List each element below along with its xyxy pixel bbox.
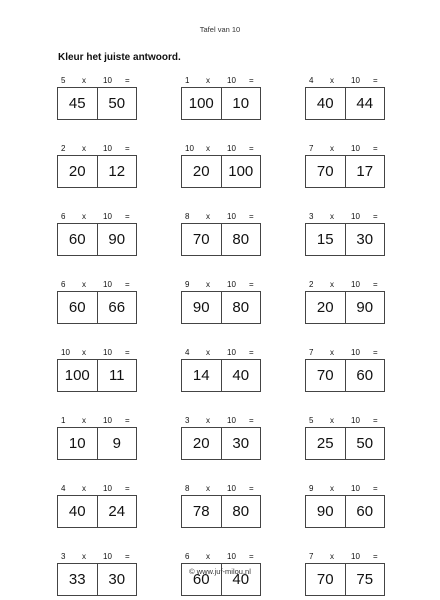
equals-symbol: = (249, 416, 254, 425)
equals-symbol: = (249, 348, 254, 357)
times-symbol: x (82, 348, 86, 357)
answer-box (57, 155, 137, 188)
multiplicand: 1 (185, 76, 190, 85)
exercise-equation (305, 548, 385, 561)
exercise-equation (57, 276, 137, 289)
multiplicand: 10 (61, 348, 70, 357)
answer-option[interactable]: 50 (345, 428, 385, 459)
exercise-card (57, 140, 137, 188)
multiplier: 10 (227, 484, 236, 493)
page-title: Tafel van 10 (199, 25, 241, 34)
times-symbol: x (330, 416, 334, 425)
exercise-card (181, 480, 261, 528)
equals-symbol: = (125, 144, 130, 153)
equals-symbol: = (373, 212, 378, 221)
answer-box (305, 223, 385, 256)
answer-option[interactable]: 9 (97, 428, 137, 459)
answer-box (305, 495, 385, 528)
answer-option[interactable]: 60 (192, 571, 210, 588)
answer-option[interactable]: 20 (192, 435, 210, 452)
times-symbol: x (206, 76, 210, 85)
multiplier: 10 (103, 416, 112, 425)
exercise-card (305, 412, 385, 460)
multiplier: 10 (351, 212, 360, 221)
answer-option[interactable]: 100 (221, 156, 261, 187)
equals-symbol: = (249, 76, 254, 85)
exercise-card (305, 72, 385, 120)
answer-option[interactable]: 90 (345, 292, 385, 323)
exercise-equation (57, 344, 137, 357)
multiplier: 10 (103, 484, 112, 493)
answer-option[interactable]: 30 (97, 564, 137, 595)
times-symbol: x (330, 280, 334, 289)
multiplicand: 6 (61, 280, 66, 289)
equals-symbol: = (373, 144, 378, 153)
exercise-card (57, 344, 137, 392)
answer-option[interactable]: 60 (345, 360, 385, 391)
answer-box (57, 223, 137, 256)
exercise-equation (305, 480, 385, 493)
multiplicand: 4 (61, 484, 66, 493)
answer-option[interactable]: 60 (68, 299, 86, 316)
equals-symbol: = (373, 416, 378, 425)
times-symbol: x (206, 212, 210, 221)
times-symbol: x (206, 144, 210, 153)
equals-symbol: = (125, 76, 130, 85)
multiplier: 10 (227, 76, 236, 85)
answer-option[interactable]: 17 (345, 156, 385, 187)
multiplicand: 2 (309, 280, 314, 289)
answer-box (305, 155, 385, 188)
times-symbol: x (330, 144, 334, 153)
multiplicand: 5 (309, 416, 314, 425)
multiplier: 10 (103, 348, 112, 357)
multiplier: 10 (227, 280, 236, 289)
exercise-equation (305, 140, 385, 153)
exercise-card (181, 412, 261, 460)
multiplier: 10 (351, 552, 360, 561)
exercise-card (305, 480, 385, 528)
answer-box (305, 291, 385, 324)
answer-option[interactable]: 70 (316, 367, 334, 384)
answer-box (57, 427, 137, 460)
times-symbol: x (82, 484, 86, 493)
times-symbol: x (82, 144, 86, 153)
answer-option[interactable]: 12 (97, 156, 137, 187)
equals-symbol: = (125, 212, 130, 221)
exercise-equation (57, 72, 137, 85)
answer-option[interactable]: 80 (221, 224, 261, 255)
equals-symbol: = (373, 348, 378, 357)
answer-option[interactable]: 70 (316, 163, 334, 180)
answer-box (305, 87, 385, 120)
multiplicand: 9 (309, 484, 314, 493)
times-symbol: x (330, 348, 334, 357)
answer-option[interactable]: 20 (192, 163, 210, 180)
equals-symbol: = (125, 552, 130, 561)
multiplicand: 5 (61, 76, 66, 85)
answer-option[interactable]: 45 (68, 95, 86, 112)
exercise-card (181, 72, 261, 120)
exercise-card (57, 208, 137, 256)
multiplicand: 3 (185, 416, 190, 425)
answer-option[interactable]: 70 (192, 231, 210, 248)
equals-symbol: = (373, 552, 378, 561)
answer-option[interactable]: 30 (345, 224, 385, 255)
exercise-card (305, 276, 385, 324)
exercise-equation (57, 480, 137, 493)
answer-box (57, 359, 137, 392)
multiplier: 10 (227, 348, 236, 357)
multiplier: 10 (227, 212, 236, 221)
exercise-card (181, 140, 261, 188)
times-symbol: x (82, 212, 86, 221)
answer-box (57, 495, 137, 528)
equals-symbol: = (125, 348, 130, 357)
answer-box (57, 87, 137, 120)
multiplier: 10 (351, 484, 360, 493)
multiplier: 10 (351, 76, 360, 85)
answer-option[interactable]: 90 (192, 299, 210, 316)
multiplier: 10 (351, 348, 360, 357)
equals-symbol: = (373, 484, 378, 493)
multiplier: 10 (351, 416, 360, 425)
times-symbol: x (206, 484, 210, 493)
answer-box (181, 223, 261, 256)
equals-symbol: = (249, 552, 254, 561)
exercise-equation (305, 412, 385, 425)
answer-option[interactable]: 50 (97, 88, 137, 119)
exercise-equation (305, 276, 385, 289)
answer-option[interactable]: 40 (221, 564, 261, 595)
copyright-footer: © www.juf-milou.nl (189, 567, 251, 576)
answer-option[interactable]: 60 (68, 231, 86, 248)
times-symbol: x (330, 552, 334, 561)
answer-box (57, 291, 137, 324)
exercise-grid (57, 72, 385, 596)
answer-option[interactable]: 66 (97, 292, 137, 323)
equals-symbol: = (249, 144, 254, 153)
exercise-card (57, 480, 137, 528)
answer-box (181, 427, 261, 460)
exercise-equation (181, 412, 261, 425)
answer-option[interactable]: 80 (221, 292, 261, 323)
multiplicand: 7 (309, 552, 314, 561)
answer-option[interactable]: 30 (221, 428, 261, 459)
answer-option[interactable]: 20 (68, 163, 86, 180)
answer-option[interactable]: 60 (345, 496, 385, 527)
answer-option[interactable]: 75 (345, 564, 385, 595)
answer-option[interactable]: 44 (345, 88, 385, 119)
times-symbol: x (82, 552, 86, 561)
answer-box (181, 495, 261, 528)
exercise-card (305, 344, 385, 392)
equals-symbol: = (249, 484, 254, 493)
exercise-equation (181, 72, 261, 85)
times-symbol: x (206, 552, 210, 561)
answer-option[interactable]: 10 (221, 88, 261, 119)
exercise-card (181, 344, 261, 392)
exercise-equation (181, 140, 261, 153)
exercise-equation (181, 208, 261, 221)
multiplicand: 9 (185, 280, 190, 289)
multiplier: 10 (227, 144, 236, 153)
times-symbol: x (330, 76, 334, 85)
exercise-equation (305, 72, 385, 85)
answer-box (305, 359, 385, 392)
multiplier: 10 (103, 280, 112, 289)
exercise-equation (181, 276, 261, 289)
times-symbol: x (82, 76, 86, 85)
answer-option[interactable]: 80 (221, 496, 261, 527)
equals-symbol: = (373, 76, 378, 85)
times-symbol: x (206, 416, 210, 425)
exercise-equation (57, 412, 137, 425)
times-symbol: x (82, 280, 86, 289)
answer-option[interactable]: 25 (316, 435, 334, 452)
equals-symbol: = (125, 484, 130, 493)
answer-option[interactable]: 15 (316, 231, 334, 248)
exercise-equation (305, 344, 385, 357)
exercise-card (57, 276, 137, 324)
answer-option[interactable]: 100 (64, 367, 90, 384)
answer-option[interactable]: 90 (316, 503, 334, 520)
equals-symbol: = (249, 212, 254, 221)
multiplicand: 1 (61, 416, 66, 425)
multiplicand: 8 (185, 484, 190, 493)
times-symbol: x (206, 280, 210, 289)
times-symbol: x (82, 416, 86, 425)
answer-option[interactable]: 78 (192, 503, 210, 520)
answer-option[interactable]: 90 (97, 224, 137, 255)
multiplicand: 10 (185, 144, 194, 153)
answer-option[interactable]: 10 (68, 435, 86, 452)
answer-box (181, 87, 261, 120)
exercise-card (305, 140, 385, 188)
exercise-equation (181, 344, 261, 357)
answer-box (181, 359, 261, 392)
multiplicand: 2 (61, 144, 66, 153)
multiplier: 10 (227, 552, 236, 561)
exercise-equation (57, 548, 137, 561)
instruction-text: Kleur het juiste antwoord. (58, 52, 181, 63)
multiplier: 10 (227, 416, 236, 425)
equals-symbol: = (249, 280, 254, 289)
equals-symbol: = (125, 280, 130, 289)
answer-box (305, 427, 385, 460)
equals-symbol: = (373, 280, 378, 289)
exercise-equation (181, 548, 261, 561)
answer-option[interactable]: 33 (68, 571, 86, 588)
multiplier: 10 (103, 144, 112, 153)
multiplier: 10 (351, 280, 360, 289)
multiplicand: 4 (185, 348, 190, 357)
answer-option[interactable]: 100 (188, 95, 214, 112)
answer-option[interactable]: 11 (97, 360, 137, 391)
answer-box (181, 155, 261, 188)
answer-box (181, 291, 261, 324)
answer-option[interactable]: 14 (192, 367, 210, 384)
multiplicand: 4 (309, 76, 314, 85)
exercise-card (57, 72, 137, 120)
multiplier: 10 (103, 76, 112, 85)
multiplicand: 6 (61, 212, 66, 221)
exercise-card (305, 208, 385, 256)
times-symbol: x (330, 212, 334, 221)
answer-option[interactable]: 40 (316, 95, 334, 112)
times-symbol: x (206, 348, 210, 357)
multiplicand: 3 (61, 552, 66, 561)
multiplicand: 7 (309, 144, 314, 153)
answer-option[interactable]: 40 (68, 503, 86, 520)
answer-option[interactable]: 70 (316, 571, 334, 588)
exercise-equation (181, 480, 261, 493)
exercise-card (181, 208, 261, 256)
multiplicand: 6 (185, 552, 190, 561)
exercise-equation (57, 140, 137, 153)
exercise-card (57, 412, 137, 460)
multiplier: 10 (103, 212, 112, 221)
exercise-card (181, 276, 261, 324)
equals-symbol: = (125, 416, 130, 425)
multiplier: 10 (351, 144, 360, 153)
multiplicand: 3 (309, 212, 314, 221)
multiplier: 10 (103, 552, 112, 561)
exercise-equation (305, 208, 385, 221)
answer-option[interactable]: 24 (97, 496, 137, 527)
multiplicand: 8 (185, 212, 190, 221)
exercise-equation (57, 208, 137, 221)
answer-option[interactable]: 40 (221, 360, 261, 391)
multiplicand: 7 (309, 348, 314, 357)
times-symbol: x (330, 484, 334, 493)
answer-option[interactable]: 20 (316, 299, 334, 316)
